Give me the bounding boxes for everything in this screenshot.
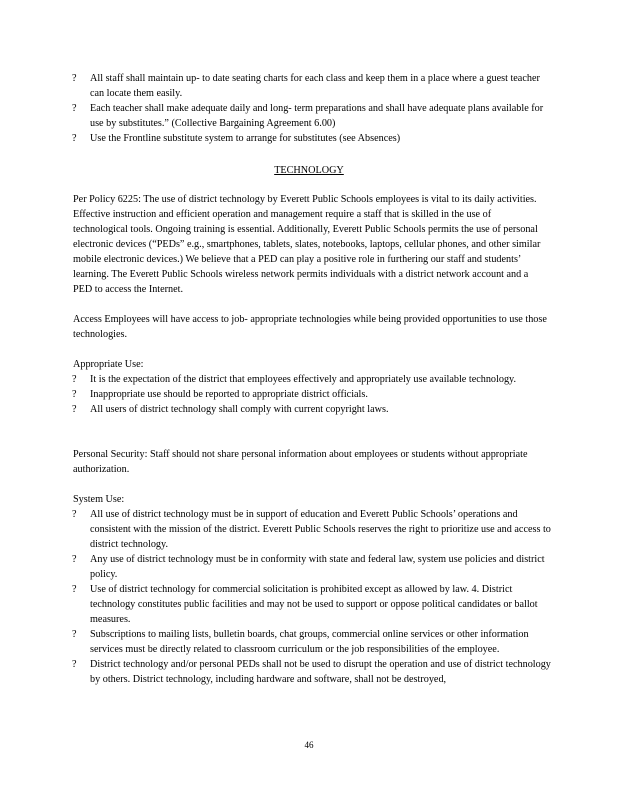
list-item xyxy=(72,71,552,101)
list-item xyxy=(72,101,552,131)
bullet-glyph: ? xyxy=(72,629,77,640)
bullet-glyph: ? xyxy=(72,389,77,400)
page-number: 46 xyxy=(304,740,314,750)
list-item-text: Each teacher shall make adequate daily and long- term preparations and shall have adequate plans available for use by substitutes.” (Collective Bargaining Agreement 6.00) xyxy=(90,103,544,129)
list-item-text: All staff shall maintain up- to date seating charts for each class and keep them in a place where a guest teacher can locate them easily. xyxy=(90,73,540,99)
bullet-glyph: ? xyxy=(72,584,77,595)
bullet-glyph: ? xyxy=(72,659,77,670)
bullet-glyph: ? xyxy=(72,133,77,144)
list-item-text: It is the expectation of the district that employees effectively and appropriately use available technology. xyxy=(90,374,517,385)
list-item-text: Use the Frontline substitute system to arrange for substitutes (see Absences) xyxy=(90,133,401,144)
bullet-glyph: ? xyxy=(72,73,77,84)
list-item-text: Subscriptions to mailing lists, bulletin boards, chat groups, commercial online services or other information services must be directly related to classroom curriculum or the job responsibilities of the employee. xyxy=(90,629,529,655)
appropriate-use-label: Appropriate Use: xyxy=(73,359,144,370)
bullet-glyph: ? xyxy=(72,103,77,114)
bullet-glyph: ? xyxy=(72,554,77,565)
list-item-text: All users of district technology shall comply with current copyright laws. xyxy=(90,404,389,415)
section-heading: TECHNOLOGY xyxy=(274,165,344,176)
list-item xyxy=(72,402,552,417)
system-use-label: System Use: xyxy=(73,494,125,505)
list-item xyxy=(72,387,552,402)
list-item-text: Use of district technology for commercial solicitation is prohibited except as allowed by law. 4. District technology constitutes public facilities and may not be used to support or oppose political candidates or ballot measures. xyxy=(90,584,538,625)
bullet-glyph: ? xyxy=(72,509,77,520)
list-item-text: Any use of district technology must be in conformity with state and federal law, system use policies and district policy. xyxy=(90,554,545,580)
list-item xyxy=(72,582,552,627)
list-item-text: District technology and/or personal PEDs shall not be used to disrupt the operation and use of district technology by others. District technology, including hardware and software, shall not be destroyed, xyxy=(90,659,551,685)
list-item xyxy=(72,657,552,687)
list-item xyxy=(72,131,552,146)
bullet-glyph: ? xyxy=(72,374,77,385)
personal-security-paragraph: Personal Security: Staff should not share personal information about employees or students without appropriate authorization. xyxy=(73,449,528,475)
system-use-list xyxy=(72,507,552,687)
seating-and-substitute-list xyxy=(72,71,552,146)
list-item-text: All use of district technology must be in support of education and Everett Public Schools’ operations and consistent with the mission of the district. Everett Public Schools reserves the right to prioritize use and access to district technology. xyxy=(90,509,551,550)
list-item xyxy=(72,372,552,387)
access-paragraph: Access Employees will have access to job- appropriate technologies while being provided opportunities to use those technologies. xyxy=(73,314,547,340)
list-item xyxy=(72,552,552,582)
appropriate-use-list xyxy=(72,372,552,417)
list-item xyxy=(72,507,552,552)
policy-paragraph: Per Policy 6225: The use of district technology by Everett Public Schools employees is vital to its daily activities. Effective instruction and efficient operation and management require a staff that is skilled in the use of technological tools. Ongoing training is essential. Additionally, Everett Public Schools permits the use of personal electronic devices (“PEDs” e.g., smartphones, tablets, slates, notebooks, laptops, cellular phones, and other similar mobile electronic devices.) We believe that a PED can play a positive role in furthering our staff and students’ learning. The Everett Public Schools wireless network permits individuals with a district network account and a PED to access the Internet. xyxy=(73,194,541,295)
list-item xyxy=(72,627,552,657)
bullet-glyph: ? xyxy=(72,404,77,415)
list-item-text: Inappropriate use should be reported to appropriate district officials. xyxy=(90,389,368,400)
